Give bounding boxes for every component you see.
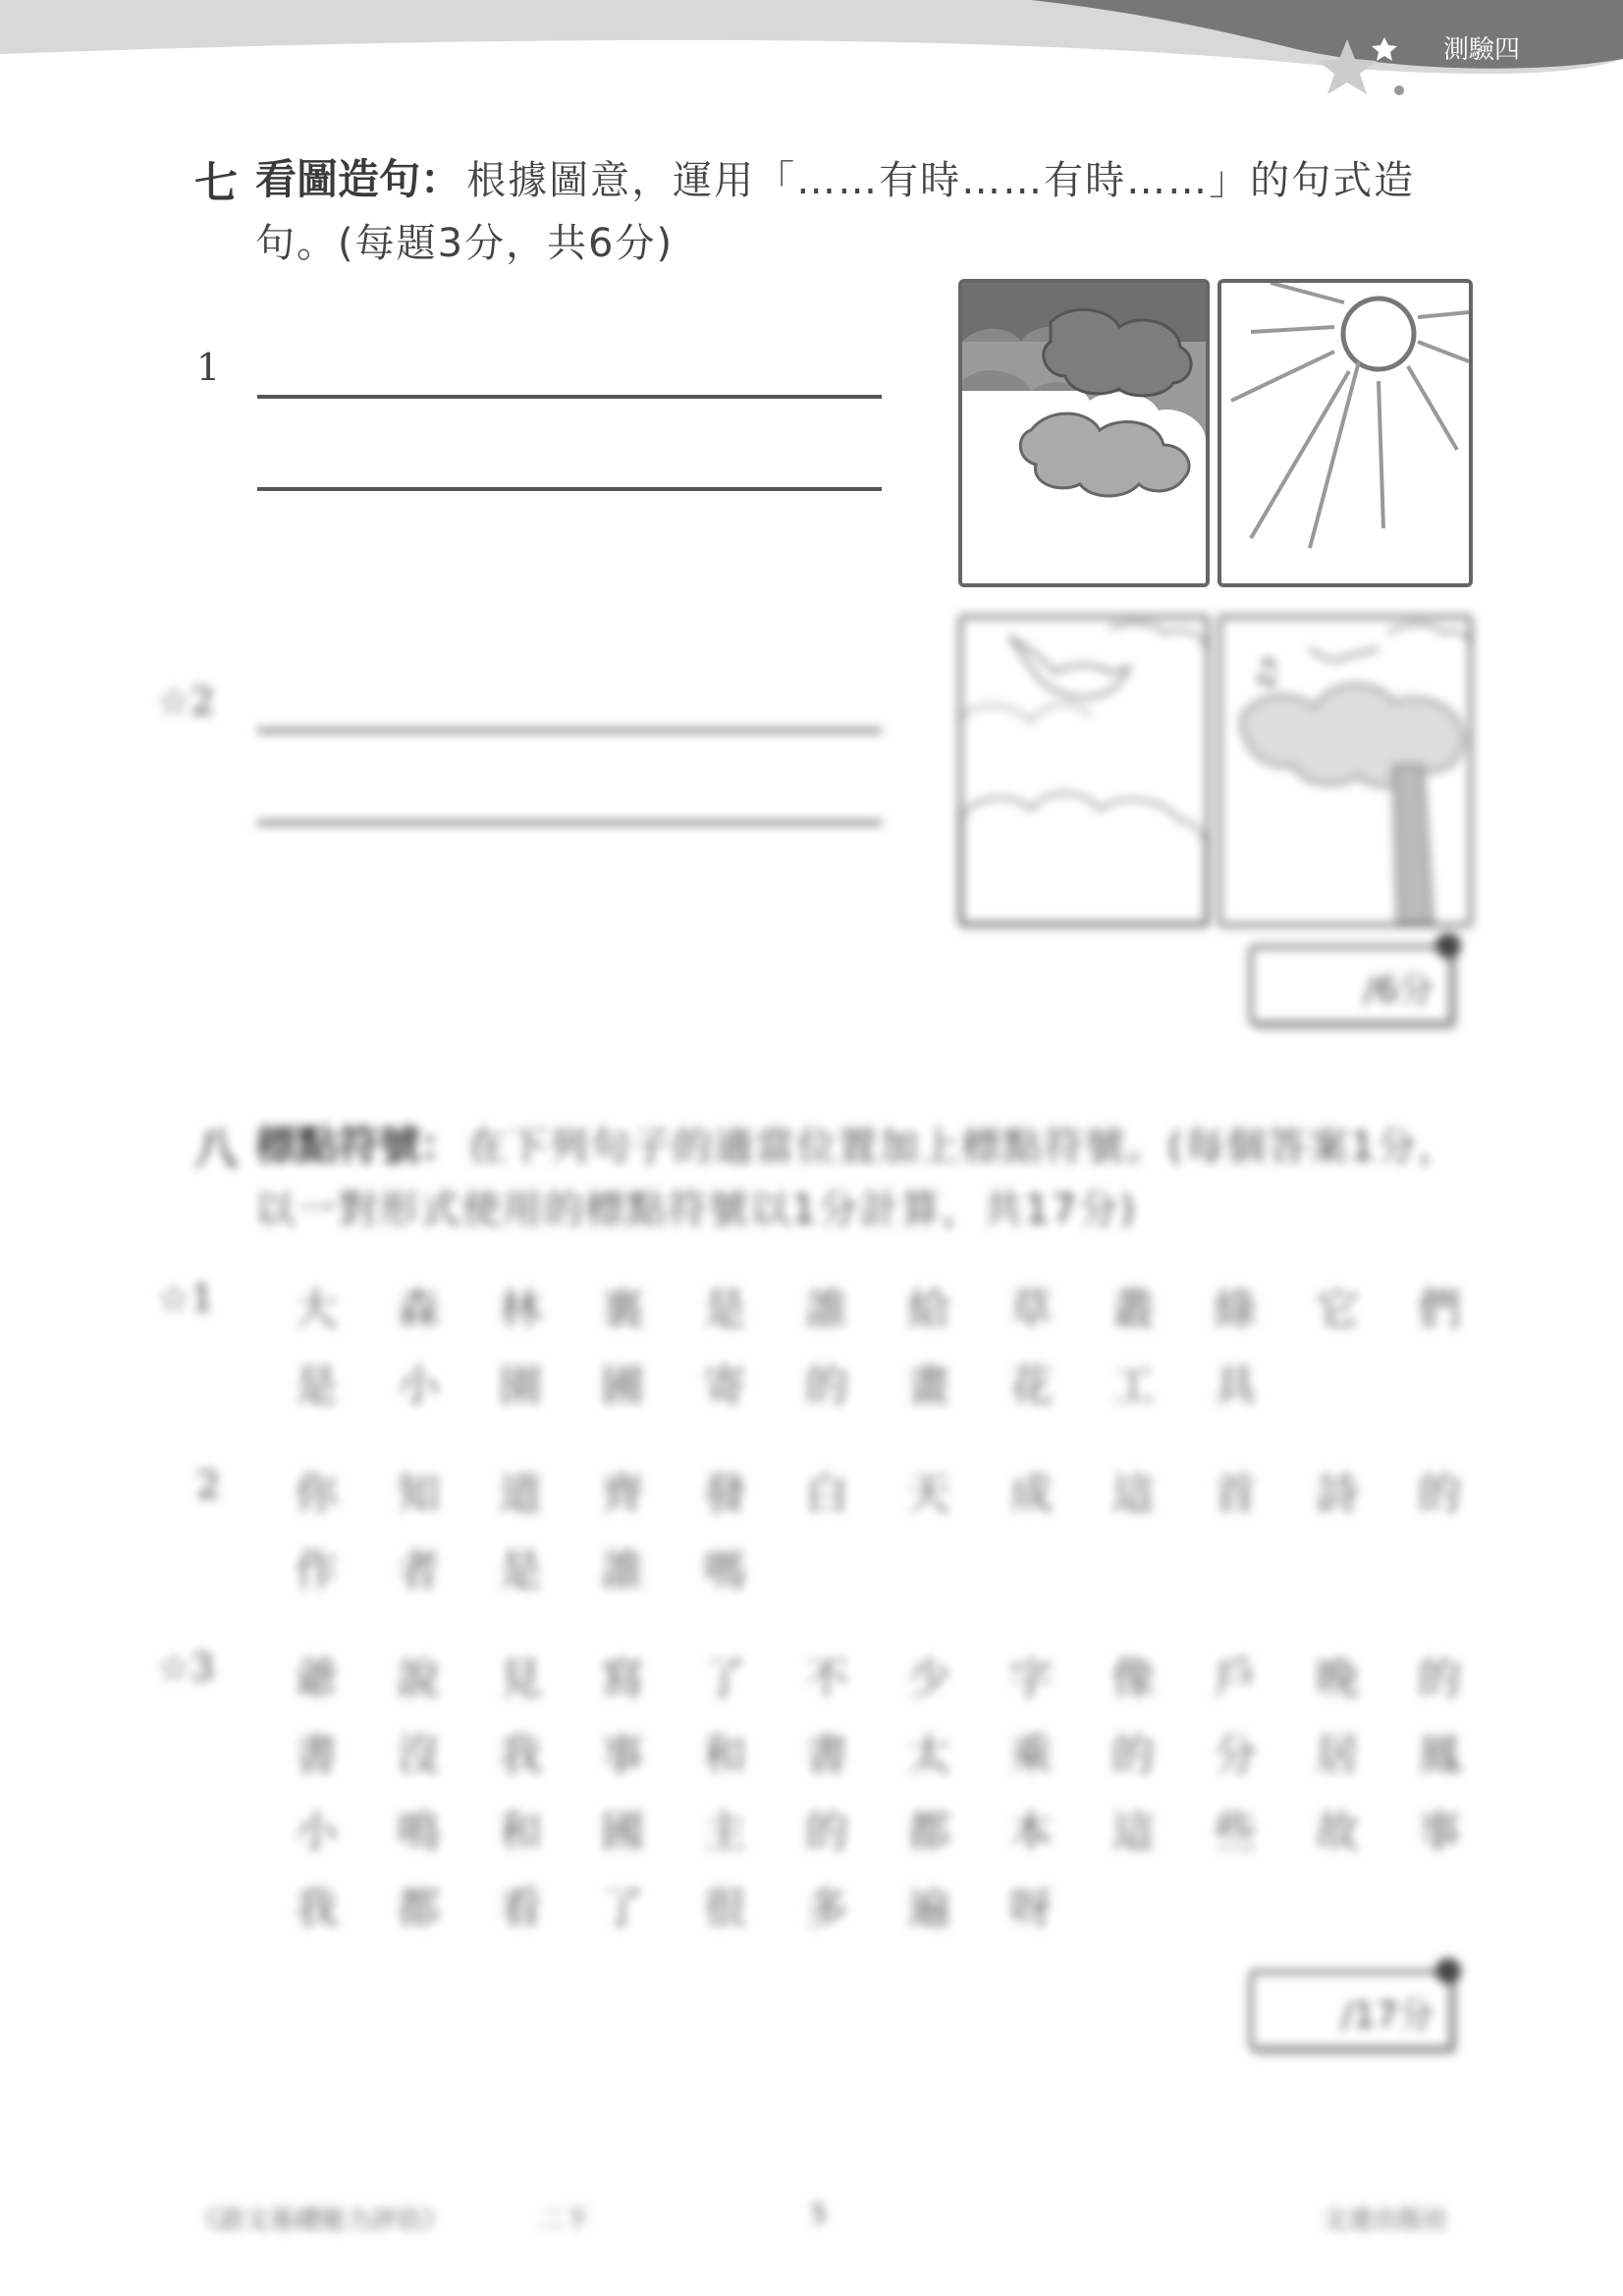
sentence-character: 道 [499, 1469, 542, 1519]
sentence-character: 乘 [1009, 1730, 1053, 1780]
section-8-title: 標點符號： [255, 1121, 462, 1170]
sentence-character: 的 [1418, 1469, 1461, 1519]
sentence-character: 圃 [601, 1361, 644, 1411]
sentence-character: 齊 [601, 1469, 644, 1519]
score-box[interactable] [1249, 945, 1453, 1025]
sentence-character: 我 [499, 1730, 542, 1780]
sentence-character: 花 [1009, 1361, 1053, 1411]
sentence-character: 這 [1111, 1807, 1155, 1857]
picture-panel [958, 279, 1210, 587]
sentence-character: 發 [703, 1469, 746, 1519]
tree-birds-icon [1221, 619, 1469, 923]
sentence-character: 說 [397, 1654, 440, 1704]
char-row [295, 1866, 1520, 1942]
sentence-character: 本 [1009, 1807, 1053, 1857]
sun-icon [1221, 283, 1469, 583]
sentence-character: 事 [1418, 1807, 1461, 1857]
sentence-character: 都 [907, 1807, 950, 1857]
section-7-title: 看圖造句： [255, 155, 462, 203]
sentence-character: 誰 [601, 1546, 644, 1596]
question-number: 1 [196, 346, 221, 389]
sentence-character: 沒 [397, 1730, 440, 1780]
sentence-character: 首 [1214, 1469, 1257, 1519]
picture-panel [1217, 615, 1473, 927]
sentence-character: 它 [1316, 1285, 1359, 1335]
score-box[interactable] [1249, 1970, 1453, 2050]
sentence-character: 天 [907, 1469, 950, 1519]
sentence-character: 詩 [1316, 1469, 1359, 1519]
score-dot-icon [1435, 933, 1461, 958]
sentence-character: 寫 [601, 1654, 644, 1704]
sentence-character: 的 [805, 1361, 848, 1411]
question-number: ☆2 [157, 680, 215, 723]
sentence-character: 綠 [1214, 1285, 1257, 1335]
sentence-character: 的 [1111, 1730, 1155, 1780]
sentence-character: 誰 [805, 1285, 848, 1335]
sentence-character: 園 [499, 1361, 542, 1411]
sentence-character: 知 [397, 1469, 440, 1519]
header-label: 測驗四 [1443, 35, 1521, 65]
character-grid [295, 1451, 1520, 1605]
sentence-character: 鳴 [397, 1807, 440, 1857]
sentence-character: 看 [499, 1884, 542, 1934]
sentence-character: 呀 [1009, 1884, 1053, 1934]
sentence-character: 不 [805, 1654, 848, 1704]
sentence-character: 了 [703, 1654, 746, 1704]
char-row [295, 1343, 1520, 1420]
sentence-character: 了 [601, 1884, 644, 1934]
sentence-character: 裏 [601, 1285, 644, 1335]
char-row [295, 1528, 1520, 1605]
header-banner [0, 0, 1623, 118]
sentence-character: 故 [1316, 1807, 1359, 1857]
question-number: 2 [196, 1463, 221, 1506]
sentence-character: 國 [601, 1807, 644, 1857]
sentence-character: 嗎 [703, 1546, 746, 1596]
svg-text:♫: ♫ [1251, 652, 1281, 691]
sentence-character: 和 [499, 1807, 542, 1857]
sentence-character: 些 [1214, 1807, 1257, 1857]
sentence-character: 晚 [1316, 1654, 1359, 1704]
sentence-character: 我 [295, 1884, 338, 1934]
score-text: /17分 [1341, 1995, 1434, 2036]
sentence-character: 戶 [1214, 1654, 1257, 1704]
sentence-character: 多 [805, 1884, 848, 1934]
sentence-character: 白 [805, 1469, 848, 1519]
footer-page-number: 5 [811, 2200, 828, 2229]
sentence-character: 少 [907, 1654, 950, 1704]
sentence-character: 你 [295, 1469, 338, 1519]
char-row [295, 1713, 1520, 1789]
sentence-character: 居 [1316, 1730, 1359, 1780]
char-row [295, 1451, 1520, 1528]
sentence-character: 給 [907, 1285, 950, 1335]
sentence-character: 小 [295, 1807, 338, 1857]
sentence-character: 主 [703, 1807, 746, 1857]
score-text: /6分 [1363, 970, 1434, 1011]
picture-panel [958, 615, 1210, 927]
sentence-character: 像 [1111, 1654, 1155, 1704]
sentence-character: 者 [397, 1546, 440, 1596]
footer-right: 文達出版社 [1322, 2206, 1450, 2235]
sentence-character: 事 [601, 1730, 644, 1780]
sentence-character: 爺 [295, 1654, 338, 1704]
sentence-character: 和 [703, 1730, 746, 1780]
sentence-character: 森 [397, 1285, 440, 1335]
sentence-character: 字 [1009, 1654, 1053, 1704]
sentence-character: 書 [805, 1730, 848, 1780]
picture-panel [1217, 279, 1473, 587]
sentence-character: 寄 [703, 1361, 746, 1411]
answer-line[interactable] [257, 821, 882, 825]
char-row [295, 1789, 1520, 1866]
sentence-character: 的 [805, 1807, 848, 1857]
sentence-character: 們 [1418, 1285, 1461, 1335]
char-row [295, 1267, 1520, 1343]
char-row [295, 1636, 1520, 1713]
sentence-character: 遍 [907, 1884, 950, 1934]
sentence-character: 書 [295, 1730, 338, 1780]
sentence-character: 是 [703, 1285, 746, 1335]
sentence-character: 畫 [907, 1361, 950, 1411]
section-8-number: 八 [194, 1124, 238, 1175]
sentence-character: 太 [907, 1730, 950, 1780]
sentence-character: 具 [1214, 1361, 1257, 1411]
sentence-character: 見 [499, 1654, 542, 1704]
sentence-character: 是 [499, 1546, 542, 1596]
dark-clouds-icon [962, 283, 1206, 583]
sentence-character: 都 [397, 1884, 440, 1934]
sentence-character: 小 [397, 1361, 440, 1411]
section-7-description: 根據圖意，運用「……有時……有時……」的句式造句。(每題3分，共6分) [255, 158, 1416, 266]
sentence-character: 的 [1418, 1654, 1461, 1704]
answer-line[interactable] [257, 395, 882, 399]
sentence-character: 分 [1214, 1730, 1257, 1780]
footer-left: 《語文基礎能力評估》 [192, 2206, 449, 2235]
sentence-character: 作 [295, 1546, 338, 1596]
score-dot-icon [1435, 1958, 1461, 1984]
character-grid [295, 1267, 1520, 1420]
sentence-character: 成 [1009, 1469, 1053, 1519]
section-7-number: 七 [194, 158, 238, 208]
sentence-character: 草 [1009, 1285, 1053, 1335]
sentence-character: 這 [1111, 1469, 1155, 1519]
sentence-character: 是 [295, 1361, 338, 1411]
sentence-character: 林 [499, 1285, 542, 1335]
question-number: ☆3 [157, 1646, 215, 1689]
bird-clouds-icon [962, 619, 1206, 923]
sentence-character: 叢 [1111, 1285, 1155, 1335]
sentence-character: 大 [295, 1285, 338, 1335]
answer-line[interactable] [257, 487, 882, 491]
sentence-character: 鳳 [1418, 1730, 1461, 1780]
section-8-description: 在下列句子的適當位置加上標點符號。(每個答案1分，以一對形式使用的標點符號以1分計算，共17分) [255, 1124, 1460, 1232]
question-number: ☆1 [157, 1277, 215, 1320]
answer-line[interactable] [257, 729, 882, 733]
sentence-character: 很 [703, 1884, 746, 1934]
footer-left-page: 二下 [538, 2206, 590, 2235]
character-grid [295, 1636, 1520, 1942]
sentence-character: 工 [1111, 1361, 1155, 1411]
